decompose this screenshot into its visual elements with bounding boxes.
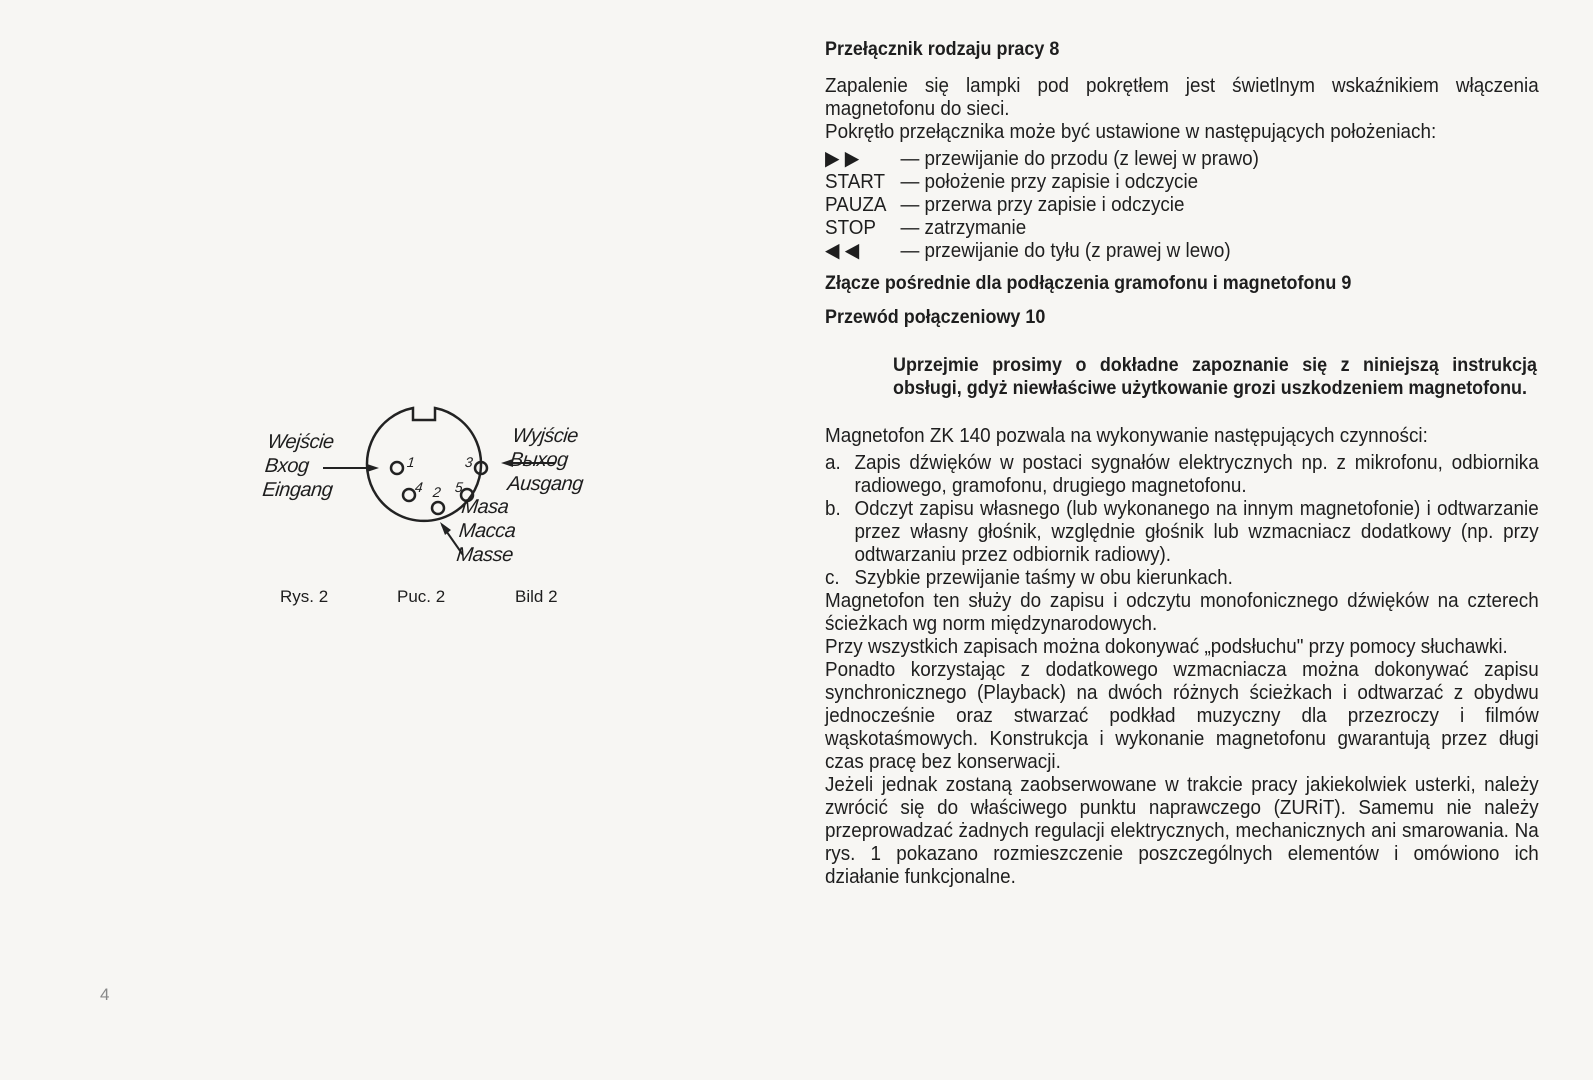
notice-warning: Uprzejmie prosimy o dokładne zapoznanie się z niniejszą instrukcją obsługi, gdyż niewłaściwe użytkowanie grozi uszkodzeniem magnetofonu. xyxy=(893,354,1537,399)
mode-key: STOP xyxy=(825,216,877,239)
pin-label-4: 4 xyxy=(414,479,424,495)
ground-label-de: Masse xyxy=(455,544,515,566)
output-label-ru: Bыxog xyxy=(508,449,569,471)
input-label-de: Eingang xyxy=(261,479,334,501)
list-marker: c. xyxy=(825,566,840,589)
paragraph: Jeżeli jednak zostaną zaobserwowane w trakcie pracy jakiekolwiek usterki, należy zwrócić się do właściwego punktu naprawczego (ZURiT). Samemu nie należy przeprowadzać żadnych regulacji elektrycznych, mechanicznych ani smarowania. Na rys. 1 pokazano rozmieszczenie poszczególnych elementów i omówiono ich działanie funkcjonalne. xyxy=(825,773,1539,888)
list-item xyxy=(825,451,1539,497)
list-marker: a. xyxy=(825,451,841,474)
list-item xyxy=(825,497,1539,566)
pin-1 xyxy=(391,462,403,474)
mode-row xyxy=(825,193,1483,216)
output-label xyxy=(506,424,589,496)
input-label-ru: Bxog xyxy=(263,455,310,477)
input-label xyxy=(261,430,338,502)
pin-label-2: 2 xyxy=(432,484,442,500)
input-label-pl: Wejście xyxy=(266,431,335,453)
mode-desc: — położenie przy zapisie i odczycie xyxy=(900,170,1199,193)
ground-label xyxy=(455,495,519,567)
mode-row xyxy=(825,239,1483,262)
input-arrowhead xyxy=(367,464,379,472)
caption-ru: Puc. 2 xyxy=(397,587,446,606)
paragraph: Przy wszystkich zapisach można dokonywać „podsłuchu" przy pomocy słuchawki. xyxy=(825,635,1508,658)
list-text: Zapis dźwięków w postaci sygnałów elektrycznych np. z mikrofonu, odbiornika radiowego, gramofonu, drugiego magnetofonu. xyxy=(854,451,1539,497)
output-label-pl: Wyjście xyxy=(511,425,580,447)
paragraph-positions: Pokrętło przełącznika może być ustawione w następujących położeniach: xyxy=(825,120,1437,143)
connector-diagram xyxy=(255,390,595,620)
mode-row xyxy=(825,147,1483,170)
page-number: 4 xyxy=(100,985,110,1004)
paragraph-intro: Magnetofon ZK 140 pozwala na wykonywanie następujących czynności: xyxy=(825,424,1428,447)
pin-label-5: 5 xyxy=(454,479,464,495)
ground-arrowhead xyxy=(440,522,451,535)
list-item xyxy=(825,566,1539,589)
mode-row xyxy=(825,170,1483,193)
mode-desc: — przerwa przy zapisie i odczycie xyxy=(900,193,1185,216)
heading-connector: Złącze pośrednie dla podłączenia gramofonu i magnetofonu 9 xyxy=(825,272,1352,294)
pin-label-3: 3 xyxy=(464,454,474,470)
paragraph: Magnetofon ten służy do zapisu i odczytu monofonicznego dźwięków na czterech ścieżkach wg norm międzynarodowych. xyxy=(825,589,1539,635)
paragraph: Ponadto korzystając z dodatkowego wzmacniacza można dokonywać zapisu synchronicznego (Playback) na dwóch różnych ścieżkach i odtwarzać z obydwu jednocześnie oraz stwarzać podkład muzyczny dla przezroczy i filmów wąskotaśmowych. Konstrukcja i wykonanie magnetofonu gwarantują przez długi czas pracę bez konserwacji. xyxy=(825,658,1539,773)
caption-de: Bild 2 xyxy=(515,587,558,606)
caption-pl: Rys. 2 xyxy=(280,587,329,606)
pin-label-1: 1 xyxy=(406,454,416,470)
output-label-de: Ausgang xyxy=(506,473,585,495)
list-text: Odczyt zapisu własnego (lub wykonanego na innym magnetofonie) i odtwarzanie przez własny głośnik, względnie głośnik lub wzmacniacz dodatkowy (np. przy odtwarzaniu przez odbiornik radiowy). xyxy=(854,497,1539,566)
mode-list xyxy=(825,147,1483,262)
list-text: Szybkie przewijanie taśmy w obu kierunkach. xyxy=(854,566,1233,589)
text-column xyxy=(825,36,1540,888)
mode-desc: — przewijanie do przodu (z lewej w prawo) xyxy=(900,147,1259,170)
paragraph-lamp: Zapalenie się lampki pod pokrętłem jest świetlnym wskaźnikiem włączenia magnetofonu do sieci. xyxy=(825,74,1539,120)
rewind-icon: ◀ ◀ xyxy=(825,239,860,262)
mode-key: START xyxy=(825,170,886,193)
ground-label-ru: Macca xyxy=(457,520,517,542)
ground-label-pl: Masa xyxy=(460,496,510,518)
mode-row xyxy=(825,216,1483,239)
mode-desc: — zatrzymanie xyxy=(900,216,1027,239)
heading-cable: Przewód połączeniowy 10 xyxy=(825,306,1046,328)
heading-mode-switch: Przełącznik rodzaju pracy 8 xyxy=(825,38,1060,60)
fast-forward-icon: ▶ ▶ xyxy=(825,147,860,170)
list-marker: b. xyxy=(825,497,841,520)
mode-desc: — przewijanie do tyłu (z prawej w lewo) xyxy=(900,239,1231,262)
mode-key: PAUZA xyxy=(825,193,887,216)
